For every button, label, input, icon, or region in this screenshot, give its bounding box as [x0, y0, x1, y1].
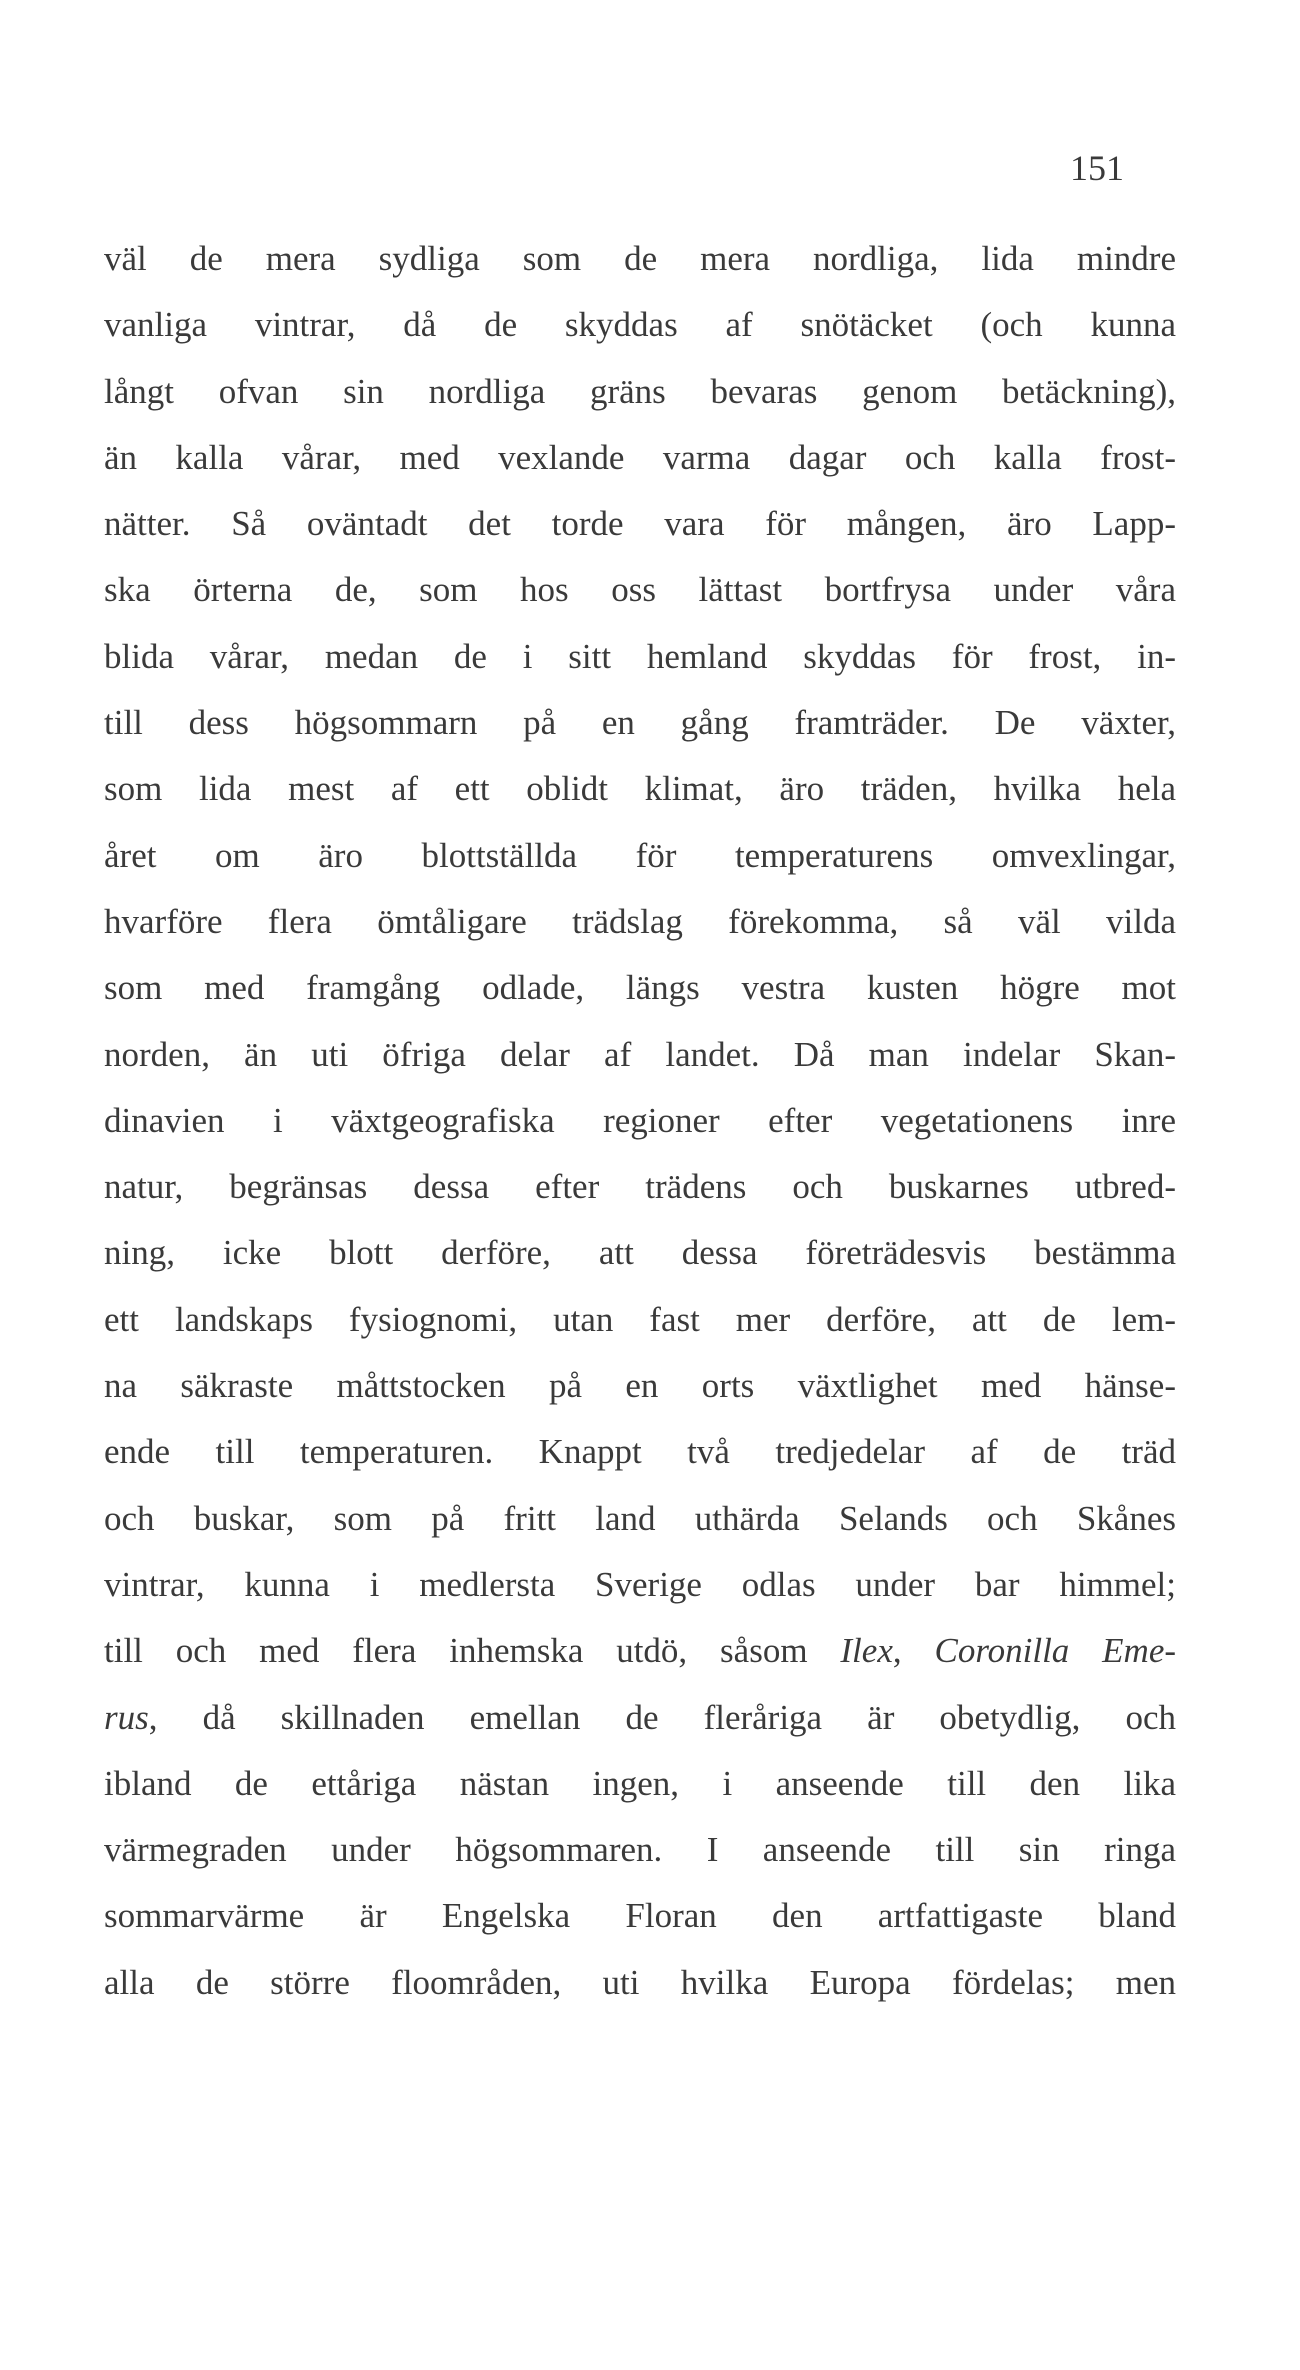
- text-line-with-italics: [104, 1618, 1176, 1684]
- text-body: [104, 226, 1176, 2016]
- text-line: vintrar, kunna i medlersta Sverige odlas under bar himmel;: [104, 1564, 1176, 1604]
- text-line-with-italics: [104, 1685, 1176, 1751]
- text-line: na säkraste måttstocken på en orts växtlighet med hänse-: [104, 1366, 1176, 1406]
- text-line: ibland de ettåriga nästan ingen, i anseende till den lika: [104, 1763, 1176, 1803]
- text-line: långt ofvan sin nordliga gräns bevaras genom betäckning),: [104, 371, 1176, 411]
- text-line: ende till temperaturen. Knappt två tredjedelar af de träd: [104, 1432, 1176, 1472]
- text-line: ska örterna de, som hos oss lättast bortfrysa under våra: [104, 570, 1176, 610]
- text-segment: ,: [892, 1631, 935, 1671]
- text-line: som med framgång odlade, längs vestra kusten högre mot: [104, 968, 1176, 1008]
- text-line: blida vårar, medan de i sitt hemland skyddas för frost, in-: [104, 636, 1176, 676]
- text-line: ett landskaps fysiognomi, utan fast mer derföre, att de lem-: [104, 1299, 1176, 1339]
- text-line: vanliga vintrar, då de skyddas af snötäcket (och kunna: [104, 305, 1176, 345]
- text-line: året om äro blottställda för temperaturens omvexlingar,: [104, 835, 1176, 875]
- text-segment: , då skillnaden emellan de fleråriga är obetydlig, och: [148, 1697, 1176, 1737]
- italic-species-name: rus: [104, 1697, 149, 1737]
- italic-species-name: Ilex: [840, 1631, 893, 1671]
- text-line: nätter. Så oväntadt det torde vara för mången, äro Lapp-: [104, 504, 1176, 544]
- text-line: till dess högsommarn på en gång framträder. De växter,: [104, 703, 1176, 743]
- text-segment: till och med flera inhemska utdö, såsom: [104, 1631, 841, 1671]
- text-line: än kalla vårar, med vexlande varma dagar och kalla frost-: [104, 437, 1176, 477]
- page-number: 151: [1070, 148, 1124, 188]
- text-line: och buskar, som på fritt land uthärda Selands och Skånes: [104, 1498, 1176, 1538]
- text-line: dinavien i växtgeografiska regioner efter vegetationens inre: [104, 1100, 1176, 1140]
- text-line: hvarföre flera ömtåligare trädslag förekomma, så väl vilda: [104, 901, 1176, 941]
- text-line: norden, än uti öfriga delar af landet. Då man indelar Skan-: [104, 1034, 1176, 1074]
- text-line: väl de mera sydliga som de mera nordliga, lida mindre: [104, 239, 1176, 278]
- text-line: alla de större floområden, uti hvilka Europa fördelas; men: [104, 1962, 1176, 2002]
- text-line: som lida mest af ett oblidt klimat, äro träden, hvilka hela: [104, 769, 1176, 809]
- text-line: ning, icke blott derföre, att dessa företrädesvis bestämma: [104, 1233, 1176, 1273]
- text-line: natur, begränsas dessa efter trädens och buskarnes utbred-: [104, 1167, 1176, 1207]
- text-line: sommarvärme är Engelska Floran den artfattigaste bland: [104, 1896, 1176, 1936]
- italic-species-name: Coronilla Eme-: [934, 1631, 1176, 1671]
- text-line: värmegraden under högsommaren. I anseende till sin ringa: [104, 1830, 1176, 1870]
